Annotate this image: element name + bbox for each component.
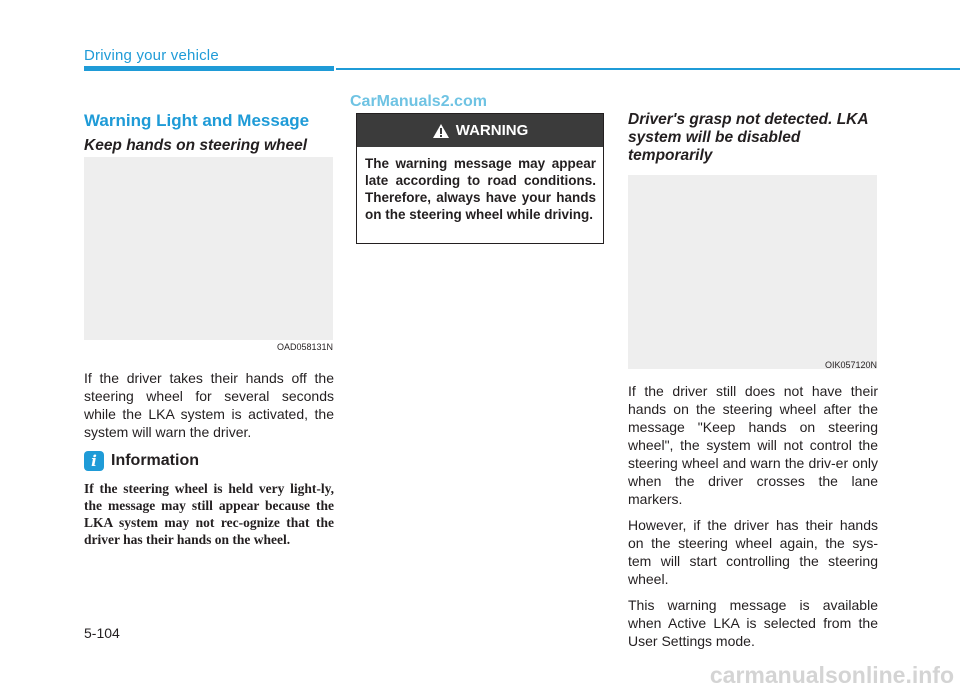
watermark-bottom: carmanualsonline.info bbox=[709, 662, 954, 688]
section-heading: Warning Light and Message bbox=[84, 111, 310, 130]
subheading-keep-hands: Keep hands on steering wheel bbox=[84, 137, 308, 154]
right-paragraphs bbox=[628, 382, 878, 658]
left-paragraph bbox=[84, 369, 334, 449]
header-rule bbox=[336, 68, 960, 70]
figure-image-right bbox=[628, 175, 877, 369]
watermark-top: CarManuals2.com bbox=[350, 93, 487, 110]
warning-text: The warning message may appear late according to road conditions. Therefore, always have your hands on the steering wheel while driving. bbox=[365, 156, 596, 222]
paragraph: If the driver takes their hands off the steering wheel for several seconds while the LKA system is activated, the system will warn the driver. bbox=[84, 370, 334, 440]
information-icon: i bbox=[84, 451, 104, 471]
paragraph: However, if the driver has their hands on the steering wheel again, the sys-tem will start controlling the steering wheel. bbox=[628, 517, 878, 587]
section-title: Driving your vehicle bbox=[84, 47, 219, 64]
warning-title: WARNING bbox=[455, 122, 529, 139]
warning-box bbox=[356, 113, 604, 244]
warning-header bbox=[357, 114, 603, 147]
subheading-grasp-not-detected: Driver's grasp not detected. LKA system will be disabled temporarily bbox=[628, 111, 868, 164]
figure-code-right: OIK057120N bbox=[824, 360, 877, 370]
information-title: Information bbox=[111, 452, 199, 469]
warning-triangle-icon bbox=[432, 123, 450, 139]
information-text: If the steering wheel is held very light-ly, the message may still appear because the LKA system may not rec-ognize that the driver has their hands on the wheel. bbox=[84, 481, 334, 547]
header-accent-bar bbox=[84, 66, 334, 71]
figure-image-left bbox=[84, 157, 333, 340]
figure-code-left: OAD058131N bbox=[276, 342, 333, 352]
paragraph: If the driver still does not have their hands on the steering wheel after the message "Keep hands on steering wheel", the system will not control the steering wheel and warn the driv-er only when the driver crosses the lane markers. bbox=[628, 383, 878, 507]
paragraph: This warning message is available when Active LKA is selected from the User Settings mode. bbox=[628, 597, 878, 649]
page-number: 5-104 bbox=[84, 625, 120, 641]
